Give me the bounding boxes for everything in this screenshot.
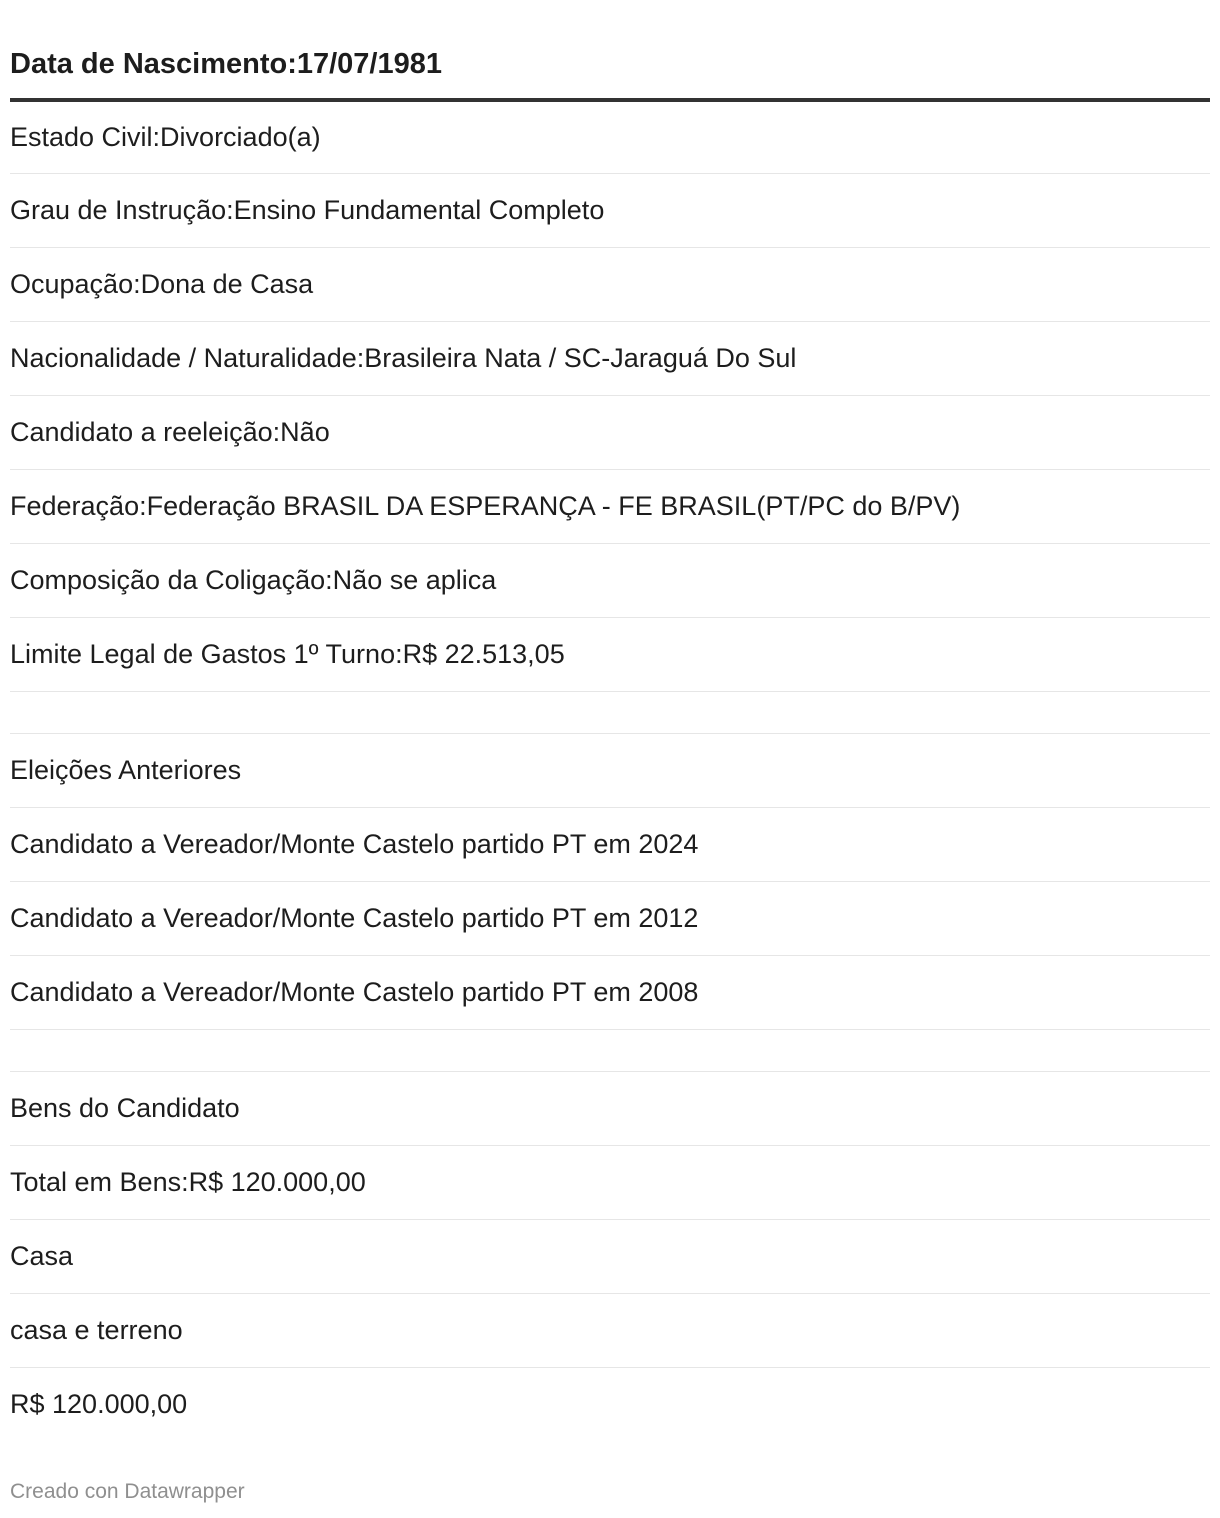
table-row-eleicao-2024 — [10, 808, 1210, 882]
row-text: Composição da Coligação:Não se aplica — [10, 565, 497, 595]
table-row-eleicoes-anteriores — [10, 734, 1210, 808]
row-text: casa e terreno — [10, 1315, 183, 1345]
table-row-reeleicao — [10, 396, 1210, 470]
table-row-eleicao-2008 — [10, 956, 1210, 1030]
row-text: Estado Civil:Divorciado(a) — [10, 122, 321, 152]
row-text: Candidato a Vereador/Monte Castelo partido PT em 2008 — [10, 977, 699, 1007]
footer-credit: Creado con Datawrapper — [10, 1480, 245, 1503]
table-row-spacer — [10, 692, 1210, 734]
table-row-limite-gastos — [10, 618, 1210, 692]
table-row-estado-civil — [10, 102, 1210, 174]
table-row-nacionalidade — [10, 322, 1210, 396]
table-row-bem-descricao — [10, 1294, 1210, 1368]
candidate-info-table — [10, 0, 1210, 1441]
row-text: Candidato a Vereador/Monte Castelo partido PT em 2012 — [10, 903, 699, 933]
row-text: Federação:Federação BRASIL DA ESPERANÇA - FE BRASIL(PT/PC do B/PV) — [10, 491, 961, 521]
row-text: R$ 120.000,00 — [10, 1389, 188, 1419]
table-row-spacer — [10, 1030, 1210, 1072]
table-row-coligacao — [10, 544, 1210, 618]
table-row-federacao — [10, 470, 1210, 544]
table-row-grau-instrucao — [10, 174, 1210, 248]
row-text: Candidato a reeleição:Não — [10, 417, 330, 447]
header-title: Data de Nascimento:17/07/1981 — [10, 48, 442, 80]
table-row-bem-valor — [10, 1368, 1210, 1441]
row-text: Bens do Candidato — [10, 1093, 240, 1123]
row-text: Total em Bens:R$ 120.000,00 — [10, 1167, 366, 1197]
row-text: Eleições Anteriores — [10, 755, 242, 785]
table-row-bem-tipo — [10, 1220, 1210, 1294]
row-text: Grau de Instrução:Ensino Fundamental Completo — [10, 195, 605, 225]
table-row-total-bens — [10, 1146, 1210, 1220]
row-text: Casa — [10, 1241, 74, 1271]
table-row-eleicao-2012 — [10, 882, 1210, 956]
table-row-bens-candidato — [10, 1072, 1210, 1146]
row-text: Nacionalidade / Naturalidade:Brasileira Nata / SC-Jaraguá Do Sul — [10, 343, 797, 373]
row-text: Ocupação:Dona de Casa — [10, 269, 314, 299]
table-row-ocupacao — [10, 248, 1210, 322]
row-text: Limite Legal de Gastos 1º Turno:R$ 22.513,05 — [10, 639, 565, 669]
table-header — [10, 0, 1210, 102]
row-text: Candidato a Vereador/Monte Castelo partido PT em 2024 — [10, 829, 699, 859]
